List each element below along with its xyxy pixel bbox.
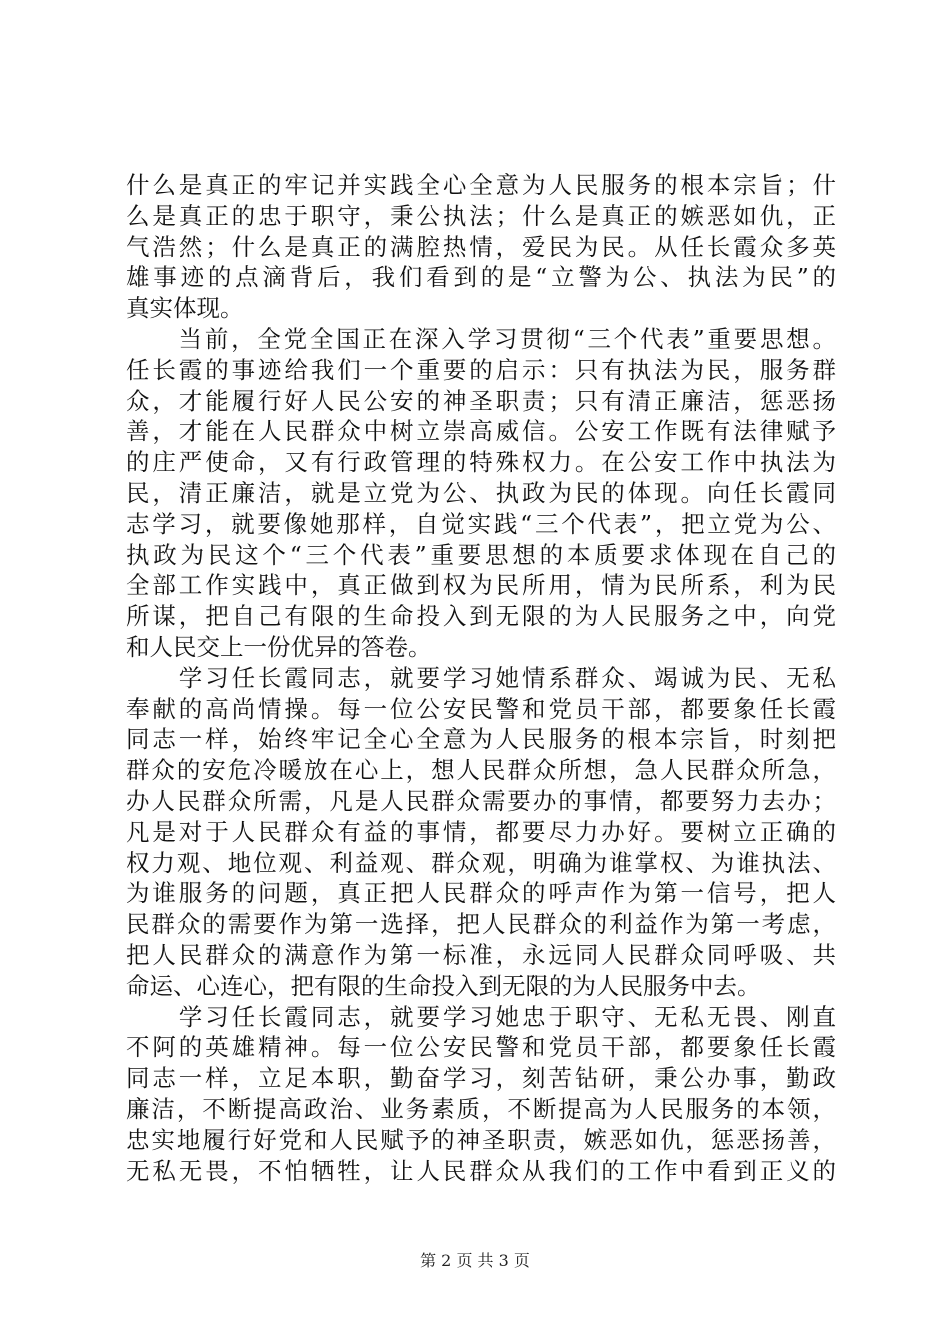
text-line: 把人民群众的满意作为第一标准，永远同人民群众同呼吸、共 xyxy=(126,940,836,969)
page-number-footer: 第 2 页 共 3 页 xyxy=(420,1251,530,1270)
text-line: 为谁服务的问题，真正把人民群众的呼声作为第一信号，把人 xyxy=(126,879,836,908)
text-line: 所谋，把自己有限的生命投入到无限的为人民服务之中，向党 xyxy=(126,602,836,631)
text-line: 真实体现。 xyxy=(126,294,244,323)
text-line: 全部工作实践中，真正做到权为民所用，情为民所系，利为民 xyxy=(126,571,836,600)
text-line: 办人民群众所需，凡是人民群众需要办的事情，都要努力去办； xyxy=(126,786,836,815)
text-line: 当前，全党全国正在深入学习贯彻“三个代表”重要思想。 xyxy=(126,324,836,353)
text-line: 权力观、地位观、利益观、群众观，明确为谁掌权、为谁执法、 xyxy=(126,848,836,877)
text-line: 么是真正的忠于职守，秉公执法；什么是真正的嫉恶如仇，正 xyxy=(126,201,836,230)
text-line: 无私无畏，不怕牺牲，让人民群众从我们的工作中看到正义的 xyxy=(126,1156,836,1185)
text-line: 学习任长霞同志，就要学习她情系群众、竭诚为民、无私 xyxy=(126,663,836,692)
text-line: 同志一样，立足本职，勤奋学习，刻苦钻研，秉公办事，勤政 xyxy=(126,1064,836,1093)
text-line: 和人民交上一份优异的答卷。 xyxy=(126,632,432,661)
text-line: 奉献的高尚情操。每一位公安民警和党员干部，都要象任长霞 xyxy=(126,694,836,723)
text-line: 廉洁，不断提高政治、业务素质，不断提高为人民服务的本领， xyxy=(126,1094,836,1123)
text-line: 命运、心连心，把有限的生命投入到无限的为人民服务中去。 xyxy=(126,971,761,1000)
text-line: 雄事迹的点滴背后，我们看到的是“立警为公、执法为民”的 xyxy=(126,263,836,292)
text-line: 民群众的需要作为第一选择，把人民群众的利益作为第一考虑， xyxy=(126,910,836,939)
text-line: 民，清正廉洁，就是立党为公、执政为民的体现。向任长霞同 xyxy=(126,478,836,507)
text-line: 群众的安危冷暖放在心上，想人民群众所想，急人民群众所急， xyxy=(126,756,836,785)
text-line: 同志一样，始终牢记全心全意为人民服务的根本宗旨，时刻把 xyxy=(126,725,836,754)
text-line: 志学习，就要像她那样，自觉实践“三个代表”，把立党为公、 xyxy=(126,509,836,538)
text-line: 的庄严使命，又有行政管理的特殊权力。在公安工作中执法为 xyxy=(126,448,836,477)
text-line: 任长霞的事迹给我们一个重要的启示：只有执法为民，服务群 xyxy=(126,355,836,384)
text-line: 什么是真正的牢记并实践全心全意为人民服务的根本宗旨；什 xyxy=(126,171,836,199)
text-line: 凡是对于人民群众有益的事情，都要尽力办好。要树立正确的 xyxy=(126,817,836,846)
text-line: 执政为民这个“三个代表”重要思想的本质要求体现在自己的 xyxy=(126,540,836,569)
text-line: 不阿的英雄精神。每一位公安民警和党员干部，都要象任长霞 xyxy=(126,1033,836,1062)
text-line: 学习任长霞同志，就要学习她忠于职守、无私无畏、刚直 xyxy=(126,1002,836,1031)
text-line: 忠实地履行好党和人民赋予的神圣职责，嫉恶如仇，惩恶扬善， xyxy=(126,1125,836,1154)
article-body xyxy=(126,170,836,1186)
text-line: 善，才能在人民群众中树立崇高威信。公安工作既有法律赋予 xyxy=(126,417,836,446)
text-line: 众，才能履行好人民公安的神圣职责；只有清正廉洁，惩恶扬 xyxy=(126,386,836,415)
text-line: 气浩然；什么是真正的满腔热情，爱民为民。从任长霞众多英 xyxy=(126,232,836,261)
